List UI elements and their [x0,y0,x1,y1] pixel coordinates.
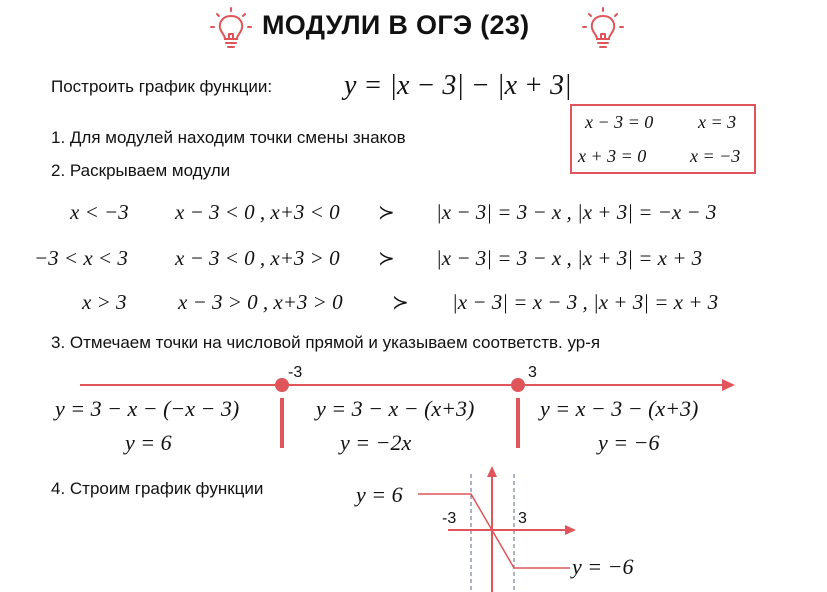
root-val-2: x = −3 [690,146,741,166]
case-3-result: |x − 3| = x − 3 , |x + 3| = x + 3 [452,290,719,314]
task-formula: y = |x − 3| − |x + 3| [344,70,572,101]
case-3-signs: x − 3 > 0 , x+3 > 0 [178,290,343,314]
root-eq-2: x + 3 = 0 [578,146,647,166]
step-3: 3. Отмечаем точки на числовой прямой и указываем соответств. ур-я [51,333,601,352]
point-label-right: 3 [528,364,537,381]
page-title: МОДУЛИ В ОГЭ (23) [262,10,530,40]
step-2: 2. Раскрываем модули [51,161,231,180]
interval-3-expr: y = x − 3 − (x+3) [540,396,699,421]
case-1-result: |x − 3| = 3 − x , |x + 3| = −x − 3 [436,200,717,224]
step-4: 4. Строим график функции [51,479,264,498]
step-1: 1. Для модулей находим точки смены знаков [51,128,406,147]
case-2-condition: −3 < x < 3 [34,246,128,270]
arrow-icon: ≻ [378,248,395,270]
graph-label-top: y = 6 [356,482,403,507]
point-label-left: -3 [288,364,303,381]
lightbulb-icon [580,6,626,52]
case-1-signs: x − 3 < 0 , x+3 < 0 [175,200,340,224]
interval-1-expr: y = 3 − x − (−x − 3) [55,396,240,421]
case-1-condition: x < −3 [70,200,129,224]
case-3-condition: x > 3 [82,290,127,314]
interval-1-result: y = 6 [125,430,172,455]
arrow-icon: ≻ [392,292,409,314]
arrow-icon: ≻ [378,202,395,224]
interval-2-result: y = −2x [340,430,412,455]
graph-tick-left: -3 [442,510,457,527]
case-2-result: |x − 3| = 3 − x , |x + 3| = x + 3 [436,246,703,270]
root-eq-1: x − 3 = 0 [585,112,654,132]
graph-tick-right: 3 [518,510,527,527]
interval-3-result: y = −6 [598,430,660,455]
lightbulb-icon [208,6,254,52]
root-val-1: x = 3 [698,112,737,132]
interval-2-expr: y = 3 − x − (x+3) [316,396,475,421]
task-label: Построить график функции: [51,77,273,96]
graph-label-bottom: y = −6 [572,554,634,579]
case-2-signs: x − 3 < 0 , x+3 > 0 [175,246,340,270]
